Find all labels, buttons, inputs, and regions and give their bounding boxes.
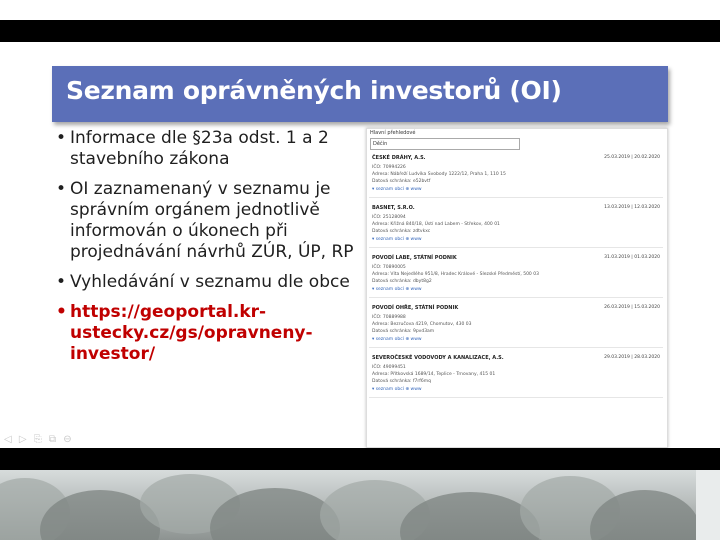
letterbox-top (0, 20, 720, 42)
list-item[interactable] (369, 203, 663, 248)
investor-links[interactable]: ▾ seznam obcí ⊕ www (372, 187, 422, 192)
top-margin (0, 0, 720, 20)
investor-contact: Datová schránka: e52bvtf (372, 179, 431, 184)
slide-nav-controls[interactable]: ◁ ▷ ⎘ ⧉ ⊖ (4, 434, 74, 445)
bullet-list (56, 128, 356, 374)
investor-contact: Datová schránka: zdtvkxc (372, 229, 431, 234)
investor-name: SEVEROČESKÉ VODOVODY A KANALIZACE, A.S. (372, 355, 504, 361)
investor-dates: 31.03.2019 | 01.03.2020 (604, 255, 660, 260)
investor-dates: 26.03.2019 | 15.03.2020 (604, 305, 660, 310)
slide-title-box (52, 66, 668, 122)
investor-ico: IČO: 25128094 (372, 215, 406, 220)
bullet-item-link[interactable] (56, 302, 356, 365)
investor-name: ČESKÉ DRÁHY, A.S. (372, 155, 426, 161)
investor-address: Adresa: Bezručova 4219, Chomutov, 430 03 (372, 322, 472, 327)
background-photo (0, 470, 720, 540)
letterbox-bottom (0, 448, 720, 470)
bullet-dot-icon: • (56, 302, 67, 322)
investor-ico: IČO: 70994226 (372, 165, 406, 170)
investor-links[interactable]: ▾ seznam obcí ⊕ www (372, 387, 422, 392)
investor-address: Adresa: Víta Nejedlého 951/8, Hradec Králové - Slezské Předměstí, 500 03 (372, 272, 539, 277)
investor-contact: Datová schránka: f7rf6mq (372, 379, 431, 384)
investor-dates: 13.03.2019 | 12.03.2020 (604, 205, 660, 210)
investor-links[interactable]: ▾ seznam obcí ⊕ www (372, 337, 422, 342)
photo-edge (696, 470, 720, 540)
search-label: Hlavní přehledové (370, 130, 416, 136)
bullet-item (56, 128, 356, 170)
geoportal-link[interactable]: https://geoportal.kr-ustecky.cz/gs/opravneny-investor/ (70, 302, 313, 364)
bullet-text: OI zaznamenaný v seznamu je správním orgánem jednotlivě informován o úkonech při projednávání návrhů ZÚR, ÚP, RP (70, 179, 354, 262)
investor-links[interactable]: ▾ seznam obcí ⊕ www (372, 237, 422, 242)
investor-address: Adresa: Křižná 840/18, Ústí nad Labem - Střekov, 400 01 (372, 222, 500, 227)
investor-dates: 29.03.2019 | 28.03.2020 (604, 355, 660, 360)
investor-ico: IČO: 49099451 (372, 365, 406, 370)
slide-title: Seznam oprávněných investorů (OI) (66, 76, 562, 105)
bullet-item (56, 272, 356, 293)
bullet-dot-icon: • (56, 179, 67, 199)
investor-ico: IČO: 70889988 (372, 315, 406, 320)
bullet-text: Vyhledávání v seznamu dle obce (70, 272, 350, 292)
investor-dates: 25.03.2019 | 20.02.2020 (604, 155, 660, 160)
investor-name: POVODÍ LABE, STÁTNÍ PODNIK (372, 255, 457, 261)
list-item[interactable] (369, 303, 663, 348)
list-item[interactable] (369, 153, 663, 198)
bullet-text: Informace dle §23a odst. 1 a 2 stavebního zákona (70, 128, 329, 169)
search-input[interactable]: Děčín (370, 138, 520, 150)
investor-address: Adresa: Přítkovská 1689/14, Teplice - Trnovany, 415 01 (372, 372, 496, 377)
slide (0, 42, 720, 448)
investor-name: BASNET, S.R.O. (372, 205, 415, 211)
list-item[interactable] (369, 253, 663, 298)
bullet-dot-icon: • (56, 272, 67, 292)
investor-name: POVODÍ OHŘE, STÁTNÍ PODNIK (372, 305, 459, 311)
investor-list-screenshot (366, 128, 668, 448)
investor-ico: IČO: 70890005 (372, 265, 406, 270)
investor-links[interactable]: ▾ seznam obcí ⊕ www (372, 287, 422, 292)
list-item[interactable] (369, 353, 663, 398)
bullet-dot-icon: • (56, 128, 67, 148)
bullet-item (56, 179, 356, 263)
investor-address: Adresa: Nábřeží Ludvíka Svobody 1222/12, Praha 1, 110 15 (372, 172, 506, 177)
investor-contact: Datová schránka: dbyt8g2 (372, 279, 432, 284)
investor-contact: Datová schránka: 9pvd3am (372, 329, 435, 334)
